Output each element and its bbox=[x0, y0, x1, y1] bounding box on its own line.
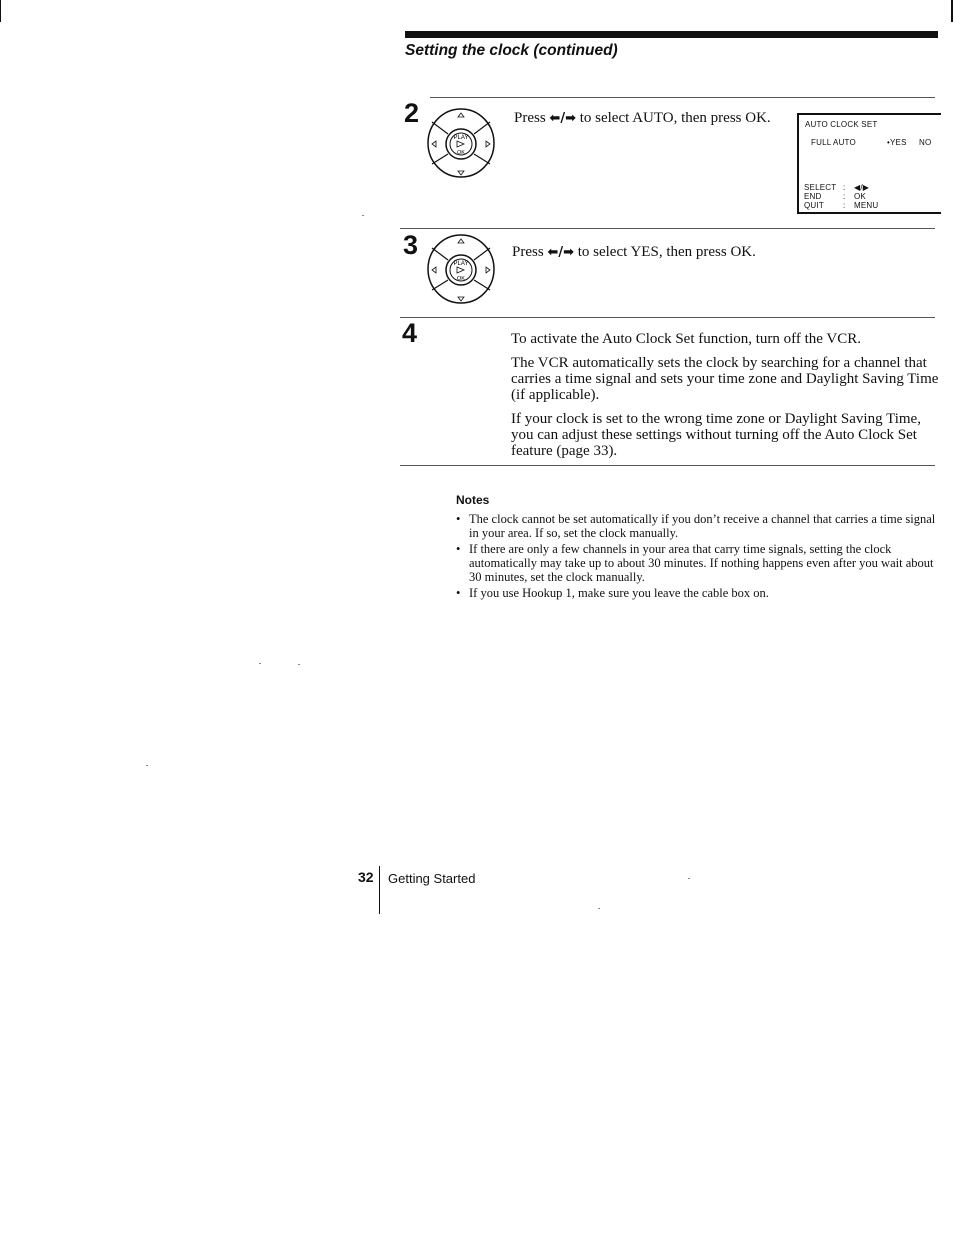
osd-row-quit-key: QUIT bbox=[804, 201, 824, 210]
osd-option-label: FULL AUTO bbox=[811, 138, 856, 147]
note-text: If you use Hookup 1, make sure you leave the cable box on. bbox=[469, 586, 769, 600]
bullet-icon: • bbox=[456, 512, 461, 526]
remote-play-label: PLAY bbox=[453, 135, 469, 141]
step-2-instruction bbox=[514, 110, 784, 127]
osd-row-select-key: SELECT bbox=[804, 183, 837, 192]
osd-title: AUTO CLOCK SET bbox=[805, 120, 878, 129]
page-edge-mark-left bbox=[0, 0, 1, 22]
osd-option-no: NO bbox=[919, 138, 932, 147]
left-right-arrow-icon: ⬅/➡ bbox=[547, 245, 574, 260]
step-3-number: 3 bbox=[403, 230, 419, 260]
bullet-icon: • bbox=[456, 586, 461, 600]
remote-dpad-icon bbox=[424, 230, 498, 308]
osd-row-quit-value: MENU bbox=[854, 201, 879, 210]
remote-play-label: PLAY bbox=[453, 261, 469, 267]
osd-row-end-value: OK bbox=[854, 192, 866, 201]
remote-dpad-icon bbox=[424, 104, 498, 182]
note-text: The clock cannot be set automatically if you don’t receive a channel that carries a time signal in your area. If so, set the clock manually. bbox=[469, 512, 936, 540]
scan-speck bbox=[688, 878, 690, 879]
step-3-press-text: Press bbox=[512, 244, 544, 260]
section-name: Getting Started bbox=[388, 871, 476, 886]
page-edge-mark-right bbox=[951, 0, 953, 22]
step-4-top-rule bbox=[400, 317, 935, 318]
remote-ok-label: OK bbox=[457, 276, 465, 282]
osd-row-quit-sep: : bbox=[843, 201, 846, 210]
scan-speck bbox=[362, 215, 364, 216]
list-item bbox=[456, 512, 938, 540]
scan-speck bbox=[146, 765, 148, 766]
osd-row-select-value: ◀/▶ bbox=[854, 183, 870, 192]
list-item bbox=[456, 542, 938, 584]
osd-option-yes: •YES bbox=[887, 138, 907, 147]
step-4-para-2: The VCR automatically sets the clock by searching for a channel that carries a time signal and sets your time zone and Daylight Saving Time (if applicable). bbox=[511, 355, 939, 403]
step-4-number: 4 bbox=[402, 318, 418, 348]
step-4-para-1: To activate the Auto Clock Set function, turn off the VCR. bbox=[511, 331, 862, 347]
header-rule bbox=[405, 31, 938, 38]
bullet-icon: • bbox=[456, 542, 461, 556]
footer-divider bbox=[379, 866, 380, 914]
page-number: 32 bbox=[358, 869, 374, 885]
notes-title: Notes bbox=[456, 493, 490, 507]
step-3-instruction bbox=[512, 244, 912, 261]
step-2-number: 2 bbox=[404, 98, 420, 128]
step-4-bottom-rule bbox=[400, 465, 935, 466]
step-2-action-text: to select AUTO, then press OK. bbox=[579, 110, 771, 126]
step-2-top-rule bbox=[430, 97, 935, 98]
scan-speck bbox=[298, 664, 300, 665]
osd-auto-clock-set-screen bbox=[797, 113, 941, 214]
osd-row-select-sep: : bbox=[843, 183, 846, 192]
list-item bbox=[456, 586, 938, 600]
scan-speck bbox=[259, 663, 261, 664]
scan-speck bbox=[598, 908, 600, 909]
note-text: If there are only a few channels in your area that carry time signals, setting the clock automatically may take up to about 30 minutes. If nothing happens even after you wait about 30 minutes, set the clock manually. bbox=[469, 542, 934, 584]
remote-ok-label: OK bbox=[457, 150, 465, 156]
step-3-action-text: to select YES, then press OK. bbox=[577, 244, 756, 260]
notes-list bbox=[456, 512, 938, 602]
left-right-arrow-icon: ⬅/➡ bbox=[549, 111, 576, 126]
osd-row-end-key: END bbox=[804, 192, 822, 201]
step-2-press-text: Press bbox=[514, 110, 546, 126]
osd-row-end-sep: : bbox=[843, 192, 846, 201]
page-title: Setting the clock (continued) bbox=[405, 42, 618, 59]
step-3-top-rule bbox=[400, 228, 935, 229]
step-4-para-3: If your clock is set to the wrong time zone or Daylight Saving Time, you can adjust these settings without turning off the Auto Clock Set feature (page 33). bbox=[511, 411, 921, 459]
